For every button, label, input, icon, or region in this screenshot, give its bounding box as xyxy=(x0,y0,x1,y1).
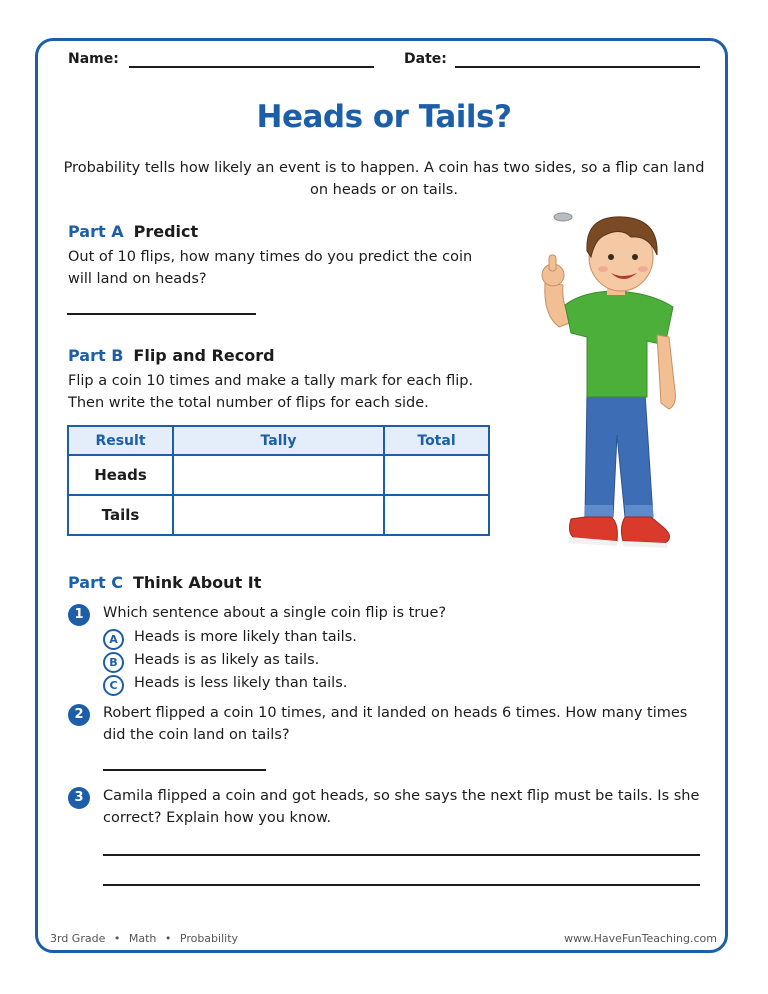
question-1-text: Which sentence about a single coin flip is true? xyxy=(103,605,447,621)
boy-flipping-coin-illustration xyxy=(525,205,695,555)
option-c-bubble[interactable]: C xyxy=(103,675,124,696)
option-b-bubble[interactable]: B xyxy=(103,652,124,673)
page-title: Heads or Tails? xyxy=(256,99,512,135)
prediction-answer-line[interactable] xyxy=(67,313,256,315)
question-3-number: 3 xyxy=(68,787,90,809)
part-a-title: Predict xyxy=(133,222,199,241)
question-3-answer-line-2[interactable] xyxy=(103,884,700,886)
row-label-tails: Tails xyxy=(68,495,173,535)
part-b-label: Part B xyxy=(68,346,124,365)
date-label: Date: xyxy=(404,51,447,67)
part-b-title: Flip and Record xyxy=(133,346,275,365)
option-a-text: Heads is more likely than tails. xyxy=(134,629,357,645)
column-header-result: Result xyxy=(68,426,173,455)
option-b-text: Heads is as likely as tails. xyxy=(134,652,320,668)
part-c-title: Think About It xyxy=(132,573,262,592)
date-field[interactable] xyxy=(455,66,700,68)
question-3-text: Camila flipped a coin and got heads, so she says the next flip must be tails. Is she correct? Explain how you know. xyxy=(103,788,700,826)
table-row xyxy=(68,455,489,495)
question-2-text: Robert flipped a coin 10 times, and it landed on heads 6 times. How many times did the coin land on tails? xyxy=(103,705,688,743)
coin-icon xyxy=(554,213,572,221)
footer-subject: Math xyxy=(128,932,157,945)
name-field[interactable] xyxy=(129,66,374,68)
footer-grade: 3rd Grade xyxy=(50,932,106,945)
tails-tally-cell[interactable] xyxy=(173,495,384,535)
option-a-bubble[interactable]: A xyxy=(103,629,124,650)
part-a-label: Part A xyxy=(68,222,124,241)
footer-topic: Probability xyxy=(179,932,239,945)
question-2-number: 2 xyxy=(68,704,90,726)
column-header-total: Total xyxy=(384,426,489,455)
column-header-tally: Tally xyxy=(173,426,384,455)
part-c-label: Part C xyxy=(68,573,123,592)
intro-text: Probability tells how likely an event is to happen. A coin has two sides, so a flip can land on heads or on tails. xyxy=(63,160,705,198)
option-c-text: Heads is less likely than tails. xyxy=(134,675,348,691)
heads-tally-cell[interactable] xyxy=(173,455,384,495)
question-3-answer-line-1[interactable] xyxy=(103,854,700,856)
question-2-answer-line[interactable] xyxy=(103,769,266,771)
name-label: Name: xyxy=(68,51,119,67)
footer-tags xyxy=(50,932,238,945)
row-label-heads: Heads xyxy=(68,455,173,495)
part-c-heading xyxy=(68,573,261,592)
tally-table xyxy=(67,425,490,536)
table-header-row xyxy=(68,426,489,455)
part-b-heading xyxy=(68,346,275,365)
footer-site-link[interactable]: www.HaveFunTeaching.com xyxy=(564,932,717,945)
table-row xyxy=(68,495,489,535)
part-a-heading xyxy=(68,222,198,241)
footer-separator: • xyxy=(164,932,172,945)
part-a-prompt: Out of 10 flips, how many times do you predict the coin will land on heads? xyxy=(68,249,473,287)
part-b-prompt: Flip a coin 10 times and make a tally mark for each flip. Then write the total number of flips for each side. xyxy=(68,373,474,411)
footer-separator: • xyxy=(113,932,121,945)
heads-total-cell[interactable] xyxy=(384,455,489,495)
tails-total-cell[interactable] xyxy=(384,495,489,535)
question-1-number: 1 xyxy=(68,604,90,626)
